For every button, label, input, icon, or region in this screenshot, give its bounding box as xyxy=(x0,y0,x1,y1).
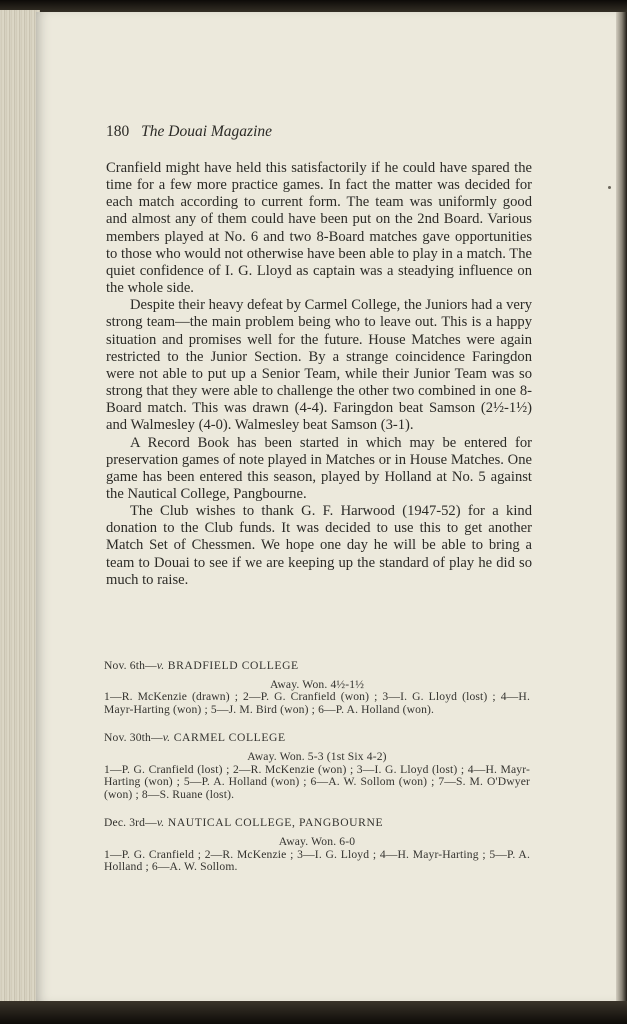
paragraph: Despite their heavy defeat by Carmel College, the Juniors had a very strong team—the main problem being who to leave out. This is a happy situation and promises well for the future. House Matches were again restricted to the Junior Section. By a strange coincidence Faringdon were not able to put up a Senior Team, while their Junior Team was so strong that they were able to challenge the other two combined in one 8-Board match. This was drawn (4-4). Faringdon beat Samson (2½-1½) and Walmesley (4-0). Walmesley beat Samson (3-1). xyxy=(106,297,533,434)
match-board-details: 1—P. G. Cranfield (lost) ; 2—R. McKenzie (won) ; 3—I. G. Lloyd (lost) ; 4—H. Mayr-Harting (won) ; 5—P. A. Holland (won) ; 6—A. W. Sollom (won) ; 7—S. M. O'Dwyer (won) ; 8—S. Ruane (lost). xyxy=(104,762,530,801)
match-opponent: NAUTICAL COLLEGE, PANGBOURNE xyxy=(164,816,384,830)
match-result: Away. Won. 5-3 (1st Six 4-2) xyxy=(247,749,387,763)
match-heading xyxy=(104,817,530,830)
match-versus: v. xyxy=(156,659,165,672)
scan-bottom-border xyxy=(0,1001,627,1024)
paragraph: The Club wishes to thank G. F. Harwood (1947-52) for a kind donation to the Club funds. It was decided to use this to get another Match Set of Chessmen. We hope one day he will be able to bring a team to Douai to see if we are keeping up the standard of play he did so much to raise. xyxy=(106,503,532,588)
match-entry xyxy=(104,660,530,716)
match-date: Nov. 6th— xyxy=(104,659,157,672)
paper-speck xyxy=(608,186,611,189)
match-versus: v. xyxy=(162,731,171,745)
match-result: Away. Won. 4½-1½ xyxy=(269,677,365,691)
match-result: Away. Won. 6-0 xyxy=(278,834,356,848)
match-versus: v. xyxy=(156,816,165,830)
magazine-title: The Douai Magazine xyxy=(141,123,273,140)
match-opponent: CARMEL COLLEGE xyxy=(170,731,286,745)
book-page-edges xyxy=(0,10,40,1006)
match-results xyxy=(104,660,530,890)
match-entry xyxy=(104,817,530,873)
match-entry xyxy=(104,732,530,801)
page-number: 180 xyxy=(106,123,130,140)
match-board-details: 1—P. G. Cranfield ; 2—R. McKenzie ; 3—I. G. Lloyd ; 4—H. Mayr-Harting ; 5—P. A. Holland ; 6—A. W. Sollom. xyxy=(104,847,530,874)
match-date: Dec. 3rd— xyxy=(104,816,157,830)
article-body xyxy=(106,160,532,589)
match-opponent: BRADFIELD COLLEGE xyxy=(164,659,299,672)
running-header xyxy=(106,123,272,141)
match-heading xyxy=(104,660,530,673)
match-heading xyxy=(104,732,530,745)
paragraph: A Record Book has been started in which may be entered for preservation games of note played in Matches or in House Matches. One game has been entered this season, played by Holland at No. 5 against the Nautical College, Pangbourne. xyxy=(106,434,532,502)
match-board-details: 1—R. McKenzie (drawn) ; 2—P. G. Cranfield (won) ; 3—I. G. Lloyd (lost) ; 4—H. Mayr-Harting (won) ; 5—J. M. Bird (won) ; 6—P. A. Holland (won). xyxy=(104,690,530,716)
match-date: Nov. 30th— xyxy=(104,731,163,745)
paragraph: Cranfield might have held this satisfactorily if he could have spared the time for a few more practice games. In fact the matter was decided for each match according to current form. The team was uniformly good and almost any of them could have been put on the 2nd Board. Various members played at No. 6 and two 8-Board matches gave opportunities to those who would not otherwise have been able to play in a match. The quiet confidence of I. G. Lloyd as captain was a steadying influence on the whole side. xyxy=(106,160,532,297)
